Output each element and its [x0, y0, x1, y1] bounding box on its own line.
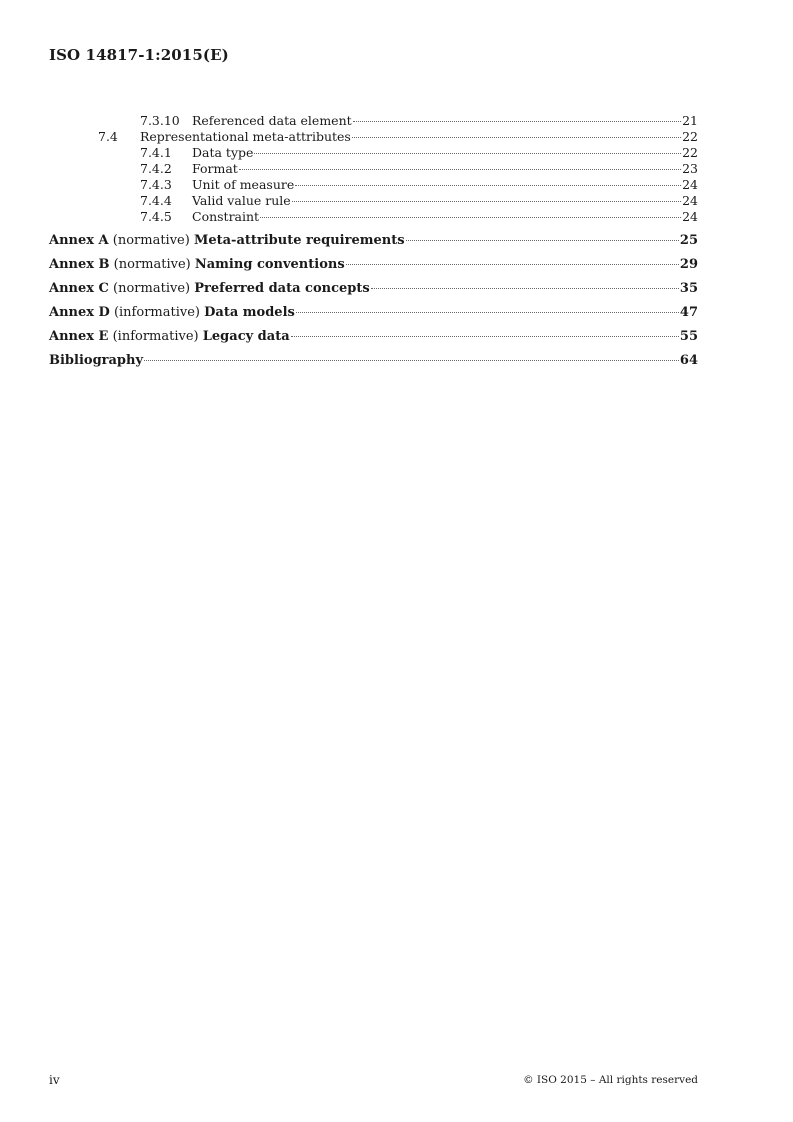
dot-leader	[353, 121, 681, 122]
annex-page: 55	[679, 329, 698, 344]
annex-page: 29	[679, 257, 698, 272]
toc-entry[interactable]	[49, 177, 698, 193]
toc-entry-title: Data type	[192, 145, 254, 160]
dot-leader	[239, 169, 681, 170]
annex-page: 47	[679, 305, 698, 320]
dot-leader	[254, 153, 681, 154]
toc-entry-page: 24	[682, 209, 698, 224]
annex-title: Data models	[204, 305, 295, 320]
toc-entry-page: 22	[682, 129, 698, 144]
dot-leader	[296, 312, 679, 313]
toc-annex-e[interactable]	[49, 325, 698, 349]
dot-leader	[144, 360, 679, 361]
annex-title: Legacy data	[202, 329, 290, 344]
annex-kind: (informative)	[112, 329, 199, 344]
annex-title: Naming conventions	[194, 257, 345, 272]
toc-entry-page: 24	[682, 193, 698, 208]
toc-entry[interactable]	[49, 145, 698, 161]
dot-leader	[371, 288, 679, 289]
bibliography-page: 64	[679, 353, 698, 368]
toc-bibliography[interactable]	[49, 349, 698, 373]
toc-entry-number: 7.4.1	[140, 145, 172, 160]
annex-label: Annex B	[49, 257, 110, 272]
toc-entry-title: Referenced data element	[192, 113, 352, 128]
toc-entry-title: Constraint	[192, 209, 260, 224]
annex-label: Annex D	[49, 305, 110, 320]
dot-leader	[260, 217, 681, 218]
toc-annex-c[interactable]	[49, 277, 698, 301]
page-number: iv	[49, 1073, 60, 1087]
toc-entry-title: Unit of measure	[192, 177, 295, 192]
toc-entry-title: Valid value rule	[192, 193, 291, 208]
annex-label: Annex A	[49, 233, 109, 248]
toc-entry-page: 24	[682, 177, 698, 192]
annex-kind: (informative)	[113, 305, 200, 320]
bibliography-title: Bibliography	[49, 353, 144, 368]
toc-entry-number: 7.4.5	[140, 209, 172, 224]
toc-entry-number: 7.4	[98, 129, 118, 144]
toc-entry-number: 7.3.10	[140, 113, 180, 128]
toc-entry-page: 22	[682, 145, 698, 160]
dot-leader	[291, 336, 679, 337]
document-header: ISO 14817-1:2015(E)	[49, 46, 229, 64]
toc-entry[interactable]	[49, 129, 698, 145]
toc-annex-d[interactable]	[49, 301, 698, 325]
dot-leader	[346, 264, 679, 265]
annex-label: Annex C	[49, 281, 109, 296]
annex-title: Preferred data concepts	[194, 281, 370, 296]
annex-kind: (normative)	[113, 281, 191, 296]
copyright-notice: © ISO 2015 – All rights reserved	[523, 1074, 698, 1086]
toc-entry-page: 21	[682, 113, 698, 128]
toc-entry[interactable]	[49, 161, 698, 177]
toc-entry[interactable]	[49, 209, 698, 225]
dot-leader	[406, 240, 679, 241]
toc-entry-number: 7.4.4	[140, 193, 172, 208]
annex-title: Meta-attribute requirements	[193, 233, 405, 248]
toc-entry-title: Format	[192, 161, 238, 176]
annex-page: 35	[679, 281, 698, 296]
toc-entry[interactable]	[49, 113, 698, 129]
toc-entry[interactable]	[49, 193, 698, 209]
toc-entry-title: Representational meta-attributes	[140, 129, 351, 144]
annex-label: Annex E	[49, 329, 109, 344]
dot-leader	[352, 137, 681, 138]
annex-kind: (normative)	[113, 257, 191, 272]
toc-annex-b[interactable]	[49, 253, 698, 277]
toc-entry-number: 7.4.3	[140, 177, 172, 192]
annex-page: 25	[679, 233, 698, 248]
toc-entry-page: 23	[682, 161, 698, 176]
toc-annex-a[interactable]	[49, 229, 698, 253]
table-of-contents	[49, 113, 698, 373]
annex-kind: (normative)	[112, 233, 190, 248]
dot-leader	[292, 201, 681, 202]
dot-leader	[295, 185, 681, 186]
toc-entry-number: 7.4.2	[140, 161, 172, 176]
